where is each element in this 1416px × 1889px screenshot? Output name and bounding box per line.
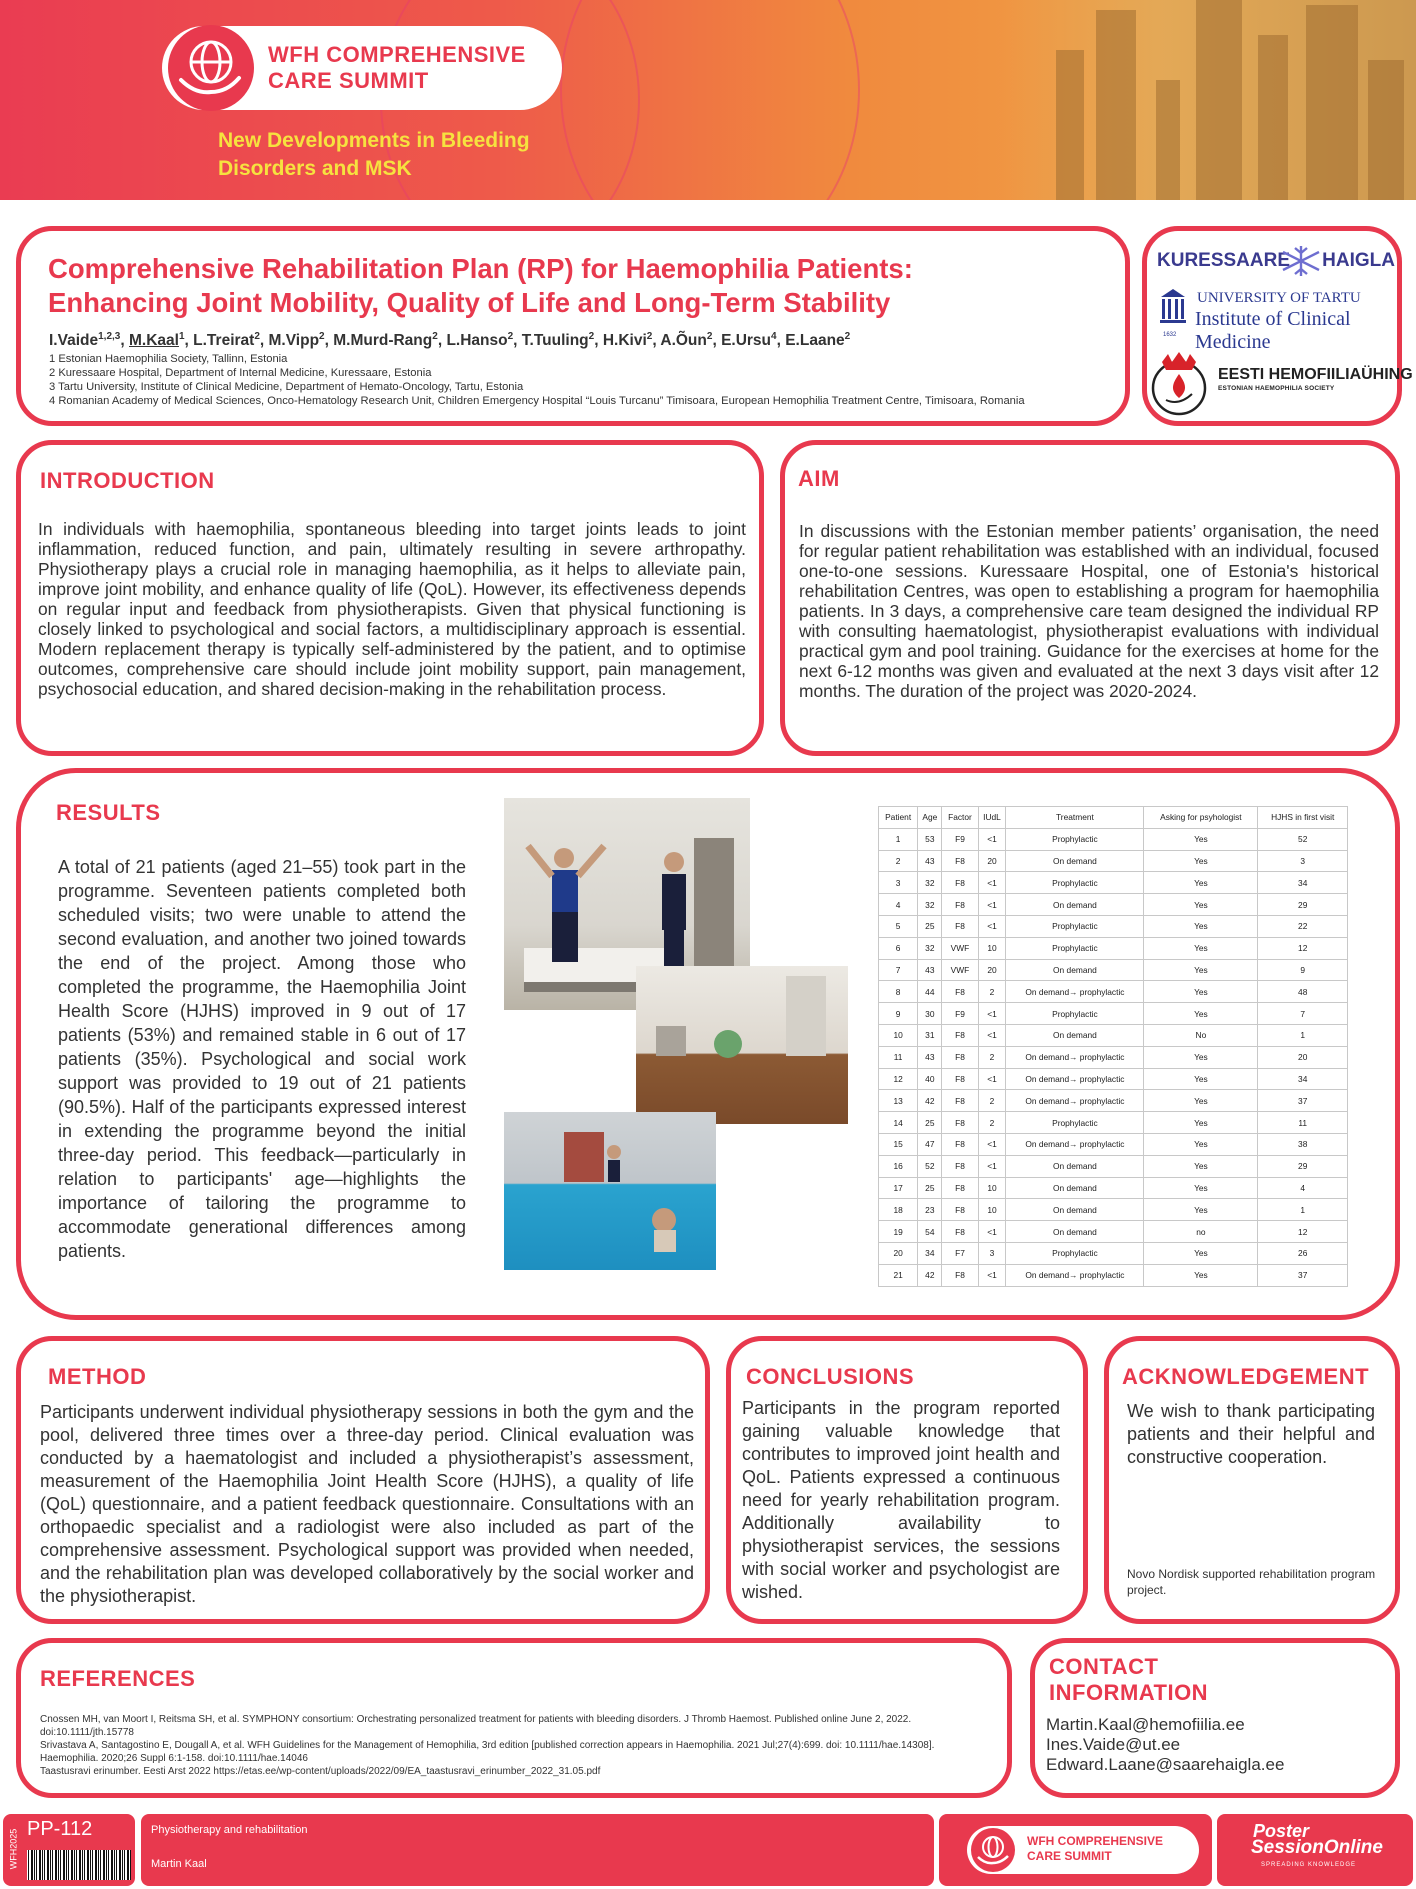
table-cell: 37 bbox=[1258, 1264, 1348, 1286]
globe-hand-icon bbox=[969, 1826, 1017, 1874]
haemophilia-society-emblem-icon bbox=[1148, 350, 1210, 416]
table-cell: F8 bbox=[942, 872, 978, 894]
table-cell: 3 bbox=[879, 872, 918, 894]
table-row bbox=[879, 1024, 1348, 1046]
table-cell: 25 bbox=[918, 1112, 942, 1134]
table-cell: VWF bbox=[942, 959, 978, 981]
author-affiliation-marker: 2 bbox=[588, 331, 595, 342]
table-cell: <1 bbox=[978, 1068, 1006, 1090]
table-cell: 22 bbox=[1258, 915, 1348, 937]
table-cell: Yes bbox=[1144, 872, 1258, 894]
table-cell: <1 bbox=[978, 1221, 1006, 1243]
author-affiliation-marker: 1,2,3 bbox=[98, 331, 121, 342]
table-row bbox=[879, 850, 1348, 872]
summit-name: WFH COMPREHENSIVE CARE SUMMIT bbox=[268, 42, 526, 93]
table-cell: 15 bbox=[879, 1133, 918, 1155]
author-name: T.Tuuling bbox=[521, 332, 589, 350]
table-row bbox=[879, 1264, 1348, 1286]
table-cell: 12 bbox=[1258, 1221, 1348, 1243]
table-cell: 40 bbox=[918, 1068, 942, 1090]
table-cell: 48 bbox=[1258, 981, 1348, 1003]
reference-2: Srivastava A, Santagostino E, Dougall A, et al. WFH Guidelines for the Management of Hemophilia, 3rd edition [published correction appears in Haemophilia. 2021 Jul;27(4):699. doi: 10.1111/hae.14308]. Haemophilia. 2020;26 Suppl 6:1-158. doi:10.1111/hae.14046 bbox=[40, 1740, 935, 1764]
table-cell: On demand bbox=[1006, 1221, 1144, 1243]
author-name: L.Hanso bbox=[446, 332, 508, 350]
table-cell: 12 bbox=[879, 1068, 918, 1090]
table-cell: On demand→ prophylactic bbox=[1006, 1133, 1144, 1155]
table-cell: 6 bbox=[879, 937, 918, 959]
aim-heading: AIM bbox=[798, 466, 840, 491]
table-cell: F8 bbox=[942, 915, 978, 937]
table-cell: 25 bbox=[918, 915, 942, 937]
funding-note: Novo Nordisk supported rehabilitation program project. bbox=[1127, 1567, 1376, 1597]
acknowledgement-heading: ACKNOWLEDGEMENT bbox=[1122, 1364, 1370, 1389]
table-cell: 2 bbox=[978, 981, 1006, 1003]
table-cell: 38 bbox=[1258, 1133, 1348, 1155]
author-list: I.Vaide$^{1,2,3}$, M.Kaal$^1$, L.Treirat$^2$, M.Vipp$^2$, M.Murd-Rang$^2$, L.Hanso$^2$, T.Tuuling$^2$, H.Kivi$^2$, A.Õun$^2$, E.Ursu$^4$, E.Laane$^2$ bbox=[49, 331, 851, 350]
table-row bbox=[879, 872, 1348, 894]
table-cell: 53 bbox=[918, 828, 942, 850]
table-cell: 32 bbox=[918, 894, 942, 916]
ehs-logo-line2: ESTONIAN HAEMOPHILIA SOCIETY bbox=[1218, 385, 1335, 392]
table-cell: On demand bbox=[1006, 1199, 1144, 1221]
author-affiliation-marker: 2 bbox=[507, 331, 514, 342]
footer-category: Physiotherapy and rehabilitation bbox=[151, 1824, 308, 1836]
table-header-cell: IUdL bbox=[978, 807, 1006, 829]
kuressaare-haigla-logo: KURESSAARE HAIGLA bbox=[1157, 250, 1395, 272]
table-cell: F8 bbox=[942, 1068, 978, 1090]
table-cell: Yes bbox=[1144, 1155, 1258, 1177]
table-cell: On demand bbox=[1006, 959, 1144, 981]
table-cell: Yes bbox=[1144, 1177, 1258, 1199]
table-cell: 34 bbox=[1258, 1068, 1348, 1090]
city-skyline-image bbox=[996, 0, 1416, 200]
table-cell: 42 bbox=[918, 1090, 942, 1112]
conclusions-text: Participants in the program reported gaining valuable knowledge that contributes to improved joint health and QoL. Patients expressed a continuous need for yearly rehabilitation program. Additionally availability to physiotherapist services, the sessions with social worker and psychologist are wished. bbox=[742, 1398, 1060, 1602]
table-cell: 3 bbox=[978, 1242, 1006, 1264]
barcode bbox=[27, 1850, 131, 1880]
table-cell: 29 bbox=[1258, 1155, 1348, 1177]
table-row bbox=[879, 1090, 1348, 1112]
table-cell: F8 bbox=[942, 1155, 978, 1177]
table-cell: Yes bbox=[1144, 1133, 1258, 1155]
table-cell: Yes bbox=[1144, 915, 1258, 937]
table-row bbox=[879, 959, 1348, 981]
author-name: H.Kivi bbox=[602, 332, 647, 350]
table-cell: Yes bbox=[1144, 1264, 1258, 1286]
table-cell: 14 bbox=[879, 1112, 918, 1134]
table-cell: Prophylactic bbox=[1006, 872, 1144, 894]
footer-summit-name: WFH COMPREHENSIVE CARE SUMMIT bbox=[1027, 1834, 1164, 1863]
author-name: M.Kaal bbox=[129, 332, 179, 350]
table-cell: F8 bbox=[942, 1133, 978, 1155]
table-cell: 20 bbox=[978, 959, 1006, 981]
table-cell: On demand→ prophylactic bbox=[1006, 1090, 1144, 1112]
author-name: M.Vipp bbox=[268, 332, 320, 350]
author-name: L.Treirat bbox=[193, 332, 255, 350]
table-cell: <1 bbox=[978, 1264, 1006, 1286]
table-cell: 44 bbox=[918, 981, 942, 1003]
poster-id-block bbox=[3, 1814, 135, 1886]
contact-email-link[interactable]: Edward.Laane@saarehaigla.ee bbox=[1046, 1755, 1285, 1774]
table-cell: 29 bbox=[1258, 894, 1348, 916]
poster-id: PP-112 bbox=[27, 1818, 93, 1840]
footer-summit-logo bbox=[939, 1814, 1212, 1886]
table-cell: 20 bbox=[879, 1242, 918, 1264]
table-cell: 43 bbox=[918, 850, 942, 872]
table-cell: 2 bbox=[879, 850, 918, 872]
table-cell: F8 bbox=[942, 1199, 978, 1221]
table-cell: 17 bbox=[879, 1177, 918, 1199]
contact-heading: CONTACT INFORMATION bbox=[1049, 1654, 1209, 1705]
table-row bbox=[879, 1112, 1348, 1134]
table-row bbox=[879, 1221, 1348, 1243]
table-row bbox=[879, 937, 1348, 959]
table-cell: <1 bbox=[978, 872, 1006, 894]
table-cell: Yes bbox=[1144, 1068, 1258, 1090]
author-name: E.Laane bbox=[785, 332, 845, 350]
table-cell: F8 bbox=[942, 1046, 978, 1068]
table-cell: <1 bbox=[978, 915, 1006, 937]
table-cell: 1 bbox=[879, 828, 918, 850]
table-cell: VWF bbox=[942, 937, 978, 959]
table-cell: Yes bbox=[1144, 959, 1258, 981]
table-cell: 10 bbox=[879, 1024, 918, 1046]
table-row bbox=[879, 1133, 1348, 1155]
patient-table bbox=[878, 806, 1348, 1287]
method-heading: METHOD bbox=[48, 1364, 147, 1389]
affiliation-3: 3 Tartu University, Institute of Clinical Medicine, Department of Hemato-Oncology, Tartu, Estonia bbox=[49, 381, 524, 393]
table-header-cell: Factor bbox=[942, 807, 978, 829]
table-cell: 32 bbox=[918, 937, 942, 959]
table-row bbox=[879, 1199, 1348, 1221]
table-row bbox=[879, 1155, 1348, 1177]
table-cell: 4 bbox=[879, 894, 918, 916]
table-cell: F8 bbox=[942, 850, 978, 872]
author-name: A.Õun bbox=[660, 332, 707, 350]
table-cell: 18 bbox=[879, 1199, 918, 1221]
author-affiliation-marker: 1 bbox=[178, 331, 185, 342]
table-cell: <1 bbox=[978, 1133, 1006, 1155]
contact-email-link[interactable]: Ines.Vaide@ut.ee bbox=[1046, 1735, 1181, 1754]
table-cell: 2 bbox=[978, 1112, 1006, 1134]
table-cell: 21 bbox=[879, 1264, 918, 1286]
table-cell: On demand bbox=[1006, 894, 1144, 916]
table-header-cell: Asking for psyhologist bbox=[1144, 807, 1258, 829]
table-cell: Yes bbox=[1144, 937, 1258, 959]
table-cell: F9 bbox=[942, 1003, 978, 1025]
reference-3: Taastusravi erinumber. Eesti Arst 2022 https://etas.ee/wp-content/uploads/2022/09/EA_taastusravi_erinumber_2022_31.05.pdf bbox=[40, 1766, 601, 1777]
table-cell: Prophylactic bbox=[1006, 915, 1144, 937]
table-cell: F7 bbox=[942, 1242, 978, 1264]
table-cell: Prophylactic bbox=[1006, 1003, 1144, 1025]
table-cell: F8 bbox=[942, 1090, 978, 1112]
table-cell: 8 bbox=[879, 981, 918, 1003]
affiliation-2: 2 Kuressaare Hospital, Department of Internal Medicine, Kuressaare, Estonia bbox=[49, 367, 432, 379]
method-text: Participants underwent individual physiotherapy sessions in both the gym and the pool, delivered three times over a three-day period. Clinical evaluation was conducted by a haematologist and included a physiotherapist’s assessment, measurement of the Haemophilia Joint Health Score (HJHS), a quality of life (QoL) questionnaire, and a patient feedback questionnaire. Consultations with an orthopaedic specialist and a radiologist were also included as part of the comprehensive assessment. Psychological support was provided when needed, and the rehabilitation plan was developed collaboratively by the social worker and the physiotherapist. bbox=[40, 1402, 694, 1606]
summit-subtitle: New Developments in Bleeding Disorders and MSK bbox=[218, 129, 530, 180]
table-row bbox=[879, 1242, 1348, 1264]
table-cell: 52 bbox=[918, 1155, 942, 1177]
references-heading: REFERENCES bbox=[40, 1666, 196, 1691]
table-cell: 2 bbox=[978, 1090, 1006, 1112]
author-name: M.Murd-Rang bbox=[333, 332, 433, 350]
table-cell: 16 bbox=[879, 1155, 918, 1177]
author-affiliation-marker: 2 bbox=[319, 331, 325, 342]
table-cell: On demand bbox=[1006, 850, 1144, 872]
table-cell: Yes bbox=[1144, 1003, 1258, 1025]
table-cell: <1 bbox=[978, 1003, 1006, 1025]
table-cell: Yes bbox=[1144, 1112, 1258, 1134]
header-banner bbox=[0, 0, 1416, 200]
table-cell: <1 bbox=[978, 1155, 1006, 1177]
pool-training-photo bbox=[504, 1112, 716, 1270]
table-cell: On demand→ prophylactic bbox=[1006, 1046, 1144, 1068]
table-cell: Yes bbox=[1144, 1242, 1258, 1264]
table-row bbox=[879, 915, 1348, 937]
table-cell: F8 bbox=[942, 894, 978, 916]
table-cell: F8 bbox=[942, 1024, 978, 1046]
table-cell: F8 bbox=[942, 1264, 978, 1286]
table-row bbox=[879, 828, 1348, 850]
table-cell: 19 bbox=[879, 1221, 918, 1243]
side-code: WFH2025 bbox=[8, 1828, 19, 1870]
author-affiliation-marker: 2 bbox=[254, 331, 260, 342]
table-cell: 5 bbox=[879, 915, 918, 937]
table-cell: 20 bbox=[978, 850, 1006, 872]
poster-session-online-logo bbox=[1217, 1814, 1413, 1886]
contact-email-link[interactable]: Martin.Kaal@hemofiilia.ee bbox=[1046, 1715, 1245, 1734]
table-cell: 26 bbox=[1258, 1242, 1348, 1264]
table-cell: 4 bbox=[1258, 1177, 1348, 1199]
table-cell: 10 bbox=[978, 937, 1006, 959]
table-cell: On demand→ prophylactic bbox=[1006, 1068, 1144, 1090]
table-cell: On demand bbox=[1006, 1155, 1144, 1177]
tartu-logo-line1: UNIVERSITY OF TARTU bbox=[1197, 290, 1361, 306]
table-cell: 3 bbox=[1258, 850, 1348, 872]
reference-1: Cnossen MH, van Moort I, Reitsma SH, et al. SYMPHONY consortium: Orchestrating personalized treatment for patients with bleeding disorders. J Thromb Haemost. Published online June 2, 2022. doi:10.1111/jth.15778 bbox=[40, 1714, 912, 1738]
pso-line1: Poster bbox=[1253, 1821, 1310, 1841]
table-cell: <1 bbox=[978, 828, 1006, 850]
table-cell: 43 bbox=[918, 959, 942, 981]
table-cell: F9 bbox=[942, 828, 978, 850]
table-row bbox=[879, 1046, 1348, 1068]
table-row bbox=[879, 1003, 1348, 1025]
author-name: E.Ursu bbox=[721, 332, 772, 350]
table-cell: 20 bbox=[1258, 1046, 1348, 1068]
table-cell: 23 bbox=[918, 1199, 942, 1221]
table-cell: 30 bbox=[918, 1003, 942, 1025]
pso-line2: SessionOnline bbox=[1251, 1837, 1383, 1858]
table-cell: F8 bbox=[942, 1112, 978, 1134]
table-row bbox=[879, 981, 1348, 1003]
table-cell: 32 bbox=[918, 872, 942, 894]
conclusions-heading: CONCLUSIONS bbox=[746, 1364, 915, 1389]
affiliation-1: 1 Estonian Haemophilia Society, Tallinn, Estonia bbox=[49, 353, 288, 365]
table-cell: 13 bbox=[879, 1090, 918, 1112]
globe-hand-icon bbox=[165, 22, 257, 114]
gym-room-photo bbox=[636, 966, 848, 1124]
author-affiliation-marker: 2 bbox=[706, 331, 713, 342]
table-cell: <1 bbox=[978, 894, 1006, 916]
table-row bbox=[879, 894, 1348, 916]
table-cell: Yes bbox=[1144, 1199, 1258, 1221]
results-heading: RESULTS bbox=[56, 800, 161, 825]
table-cell: Yes bbox=[1144, 981, 1258, 1003]
table-cell: 7 bbox=[1258, 1003, 1348, 1025]
table-cell: 34 bbox=[918, 1242, 942, 1264]
table-cell: <1 bbox=[978, 1024, 1006, 1046]
table-cell: F8 bbox=[942, 1221, 978, 1243]
table-cell: Yes bbox=[1144, 1046, 1258, 1068]
table-cell: 42 bbox=[918, 1264, 942, 1286]
table-cell: Prophylactic bbox=[1006, 937, 1144, 959]
acknowledgement-text: We wish to thank participating patients and their helpful and constructive cooperation. bbox=[1127, 1401, 1375, 1467]
table-cell: 1 bbox=[1258, 1199, 1348, 1221]
author-affiliation-marker: 2 bbox=[646, 331, 653, 342]
table-cell: Yes bbox=[1144, 894, 1258, 916]
table-header-cell: HJHS in first visit bbox=[1258, 807, 1348, 829]
author-affiliation-marker: 2 bbox=[844, 331, 851, 342]
table-cell: 25 bbox=[918, 1177, 942, 1199]
table-cell: On demand→ prophylactic bbox=[1006, 981, 1144, 1003]
table-cell: 1 bbox=[1258, 1024, 1348, 1046]
table-cell: 10 bbox=[978, 1199, 1006, 1221]
table-cell: On demand bbox=[1006, 1024, 1144, 1046]
table-cell: 11 bbox=[879, 1046, 918, 1068]
tartu-founding-year: 1632 bbox=[1163, 332, 1177, 338]
table-cell: 2 bbox=[978, 1046, 1006, 1068]
affiliation-4: 4 Romanian Academy of Medical Sciences, Onco-Hematology Research Unit, Children Emergency Hospital “Louis Turcanu” Timisoara, European Hemophilia Treatment Centre, Timisoara, Romania bbox=[49, 395, 1025, 407]
footer-presenter: Martin Kaal bbox=[151, 1858, 207, 1870]
table-cell: Prophylactic bbox=[1006, 828, 1144, 850]
table-cell: 9 bbox=[879, 1003, 918, 1025]
introduction-text: In individuals with haemophilia, spontaneous bleeding into target joints leads to joint inflammation, reduced function, and pain, ultimately resulting in severe arthropathy. Physiotherapy plays a crucial role in managing haemophilia, as it helps to alleviate pain, improve joint mobility, and enhance quality of life (QoL). However, its effectiveness depends on regular input and feedback from physiotherapists. Given that physical functioning is closely linked to psychological and social factors, a multidisciplinary approach is essential. Modern replacement therapy is typically self-administered by the patient, and to optimise outcomes, comprehensive care should include joint mobility support, pain management, psychosocial education, and shared decision-making in the rehabilitation process. bbox=[38, 519, 746, 699]
table-header-cell: Treatment bbox=[1006, 807, 1144, 829]
table-cell: Yes bbox=[1144, 850, 1258, 872]
table-cell: F8 bbox=[942, 981, 978, 1003]
aim-text: In discussions with the Estonian member patients’ organisation, the need for regular patient rehabilitation was established with an individual, focused one-to-one sessions. Kuressaare Hospital, one of Estonia's historical rehabilitation Centres, was open to establishing a program for haemophilia patients. In 3 days, a comprehensive care team designed the individual RP with consulting haematologist, physiotherapist evaluations with individual practical gym and pool training. Guidance for the exercises at home for the next 6-12 months was given and evaluated at the next 3 days visit after 12 months. The duration of the project was 2020-2024. bbox=[799, 521, 1379, 701]
author-affiliation-marker: 4 bbox=[771, 331, 777, 342]
table-row bbox=[879, 1177, 1348, 1199]
table-cell: No bbox=[1144, 1024, 1258, 1046]
table-cell: 52 bbox=[1258, 828, 1348, 850]
table-cell: 43 bbox=[918, 1046, 942, 1068]
table-cell: Prophylactic bbox=[1006, 1112, 1144, 1134]
introduction-heading: INTRODUCTION bbox=[40, 468, 215, 493]
contact-email-list bbox=[1046, 1715, 1284, 1775]
table-cell: 54 bbox=[918, 1221, 942, 1243]
table-cell: 7 bbox=[879, 959, 918, 981]
footer-info-block bbox=[141, 1814, 934, 1886]
author-affiliation-marker: 2 bbox=[432, 331, 438, 342]
table-cell: 10 bbox=[978, 1177, 1006, 1199]
table-cell: 31 bbox=[918, 1024, 942, 1046]
table-cell: On demand→ prophylactic bbox=[1006, 1264, 1144, 1286]
table-cell: 9 bbox=[1258, 959, 1348, 981]
table-row bbox=[879, 1068, 1348, 1090]
table-cell: Prophylactic bbox=[1006, 1242, 1144, 1264]
poster-title: Comprehensive Rehabilitation Plan (RP) for Haemophilia Patients: Enhancing Joint Mobility, Quality of Life and Long-Term Stability bbox=[48, 253, 913, 318]
table-cell: F8 bbox=[942, 1177, 978, 1199]
table-header-cell: Patient bbox=[879, 807, 918, 829]
table-cell: 34 bbox=[1258, 872, 1348, 894]
table-cell: 47 bbox=[918, 1133, 942, 1155]
pso-tagline: SPREADING KNOWLEDGE bbox=[1261, 1862, 1357, 1868]
results-text: A total of 21 patients (aged 21–55) took part in the programme. Seventeen patients completed both scheduled visits; two were unable to attend the second evaluation, and another two joined towards the end of the project. Among those who completed the programme, the Haemophilia Joint Health Score (HJHS) improved in 9 out of 17 patients (53%) and remained stable in 6 out of 17 patients (35%). Psychological and social work support was provided to 19 out of 21 patients (90.5%). Half of the participants expressed interest in extending the programme beyond the initial three-day period. This feedback—particularly in relation to participants' age—highlights the importance of tailoring the programme to accommodate generational differences among patients. bbox=[58, 857, 466, 1261]
table-cell: 11 bbox=[1258, 1112, 1348, 1134]
table-cell: Yes bbox=[1144, 1090, 1258, 1112]
table-cell: On demand bbox=[1006, 1177, 1144, 1199]
author-name: I.Vaide bbox=[49, 332, 99, 350]
ehs-logo-line1: EESTI HEMOFIILIAÜHING bbox=[1218, 366, 1413, 383]
tartu-logo-line2: Institute of Clinical Medicine bbox=[1195, 308, 1351, 353]
university-building-icon bbox=[1159, 288, 1187, 328]
table-cell: Yes bbox=[1144, 828, 1258, 850]
table-header-cell: Age bbox=[918, 807, 942, 829]
table-cell: 12 bbox=[1258, 937, 1348, 959]
table-cell: no bbox=[1144, 1221, 1258, 1243]
table-cell: 37 bbox=[1258, 1090, 1348, 1112]
snowflake-emblem-icon bbox=[1275, 244, 1327, 278]
